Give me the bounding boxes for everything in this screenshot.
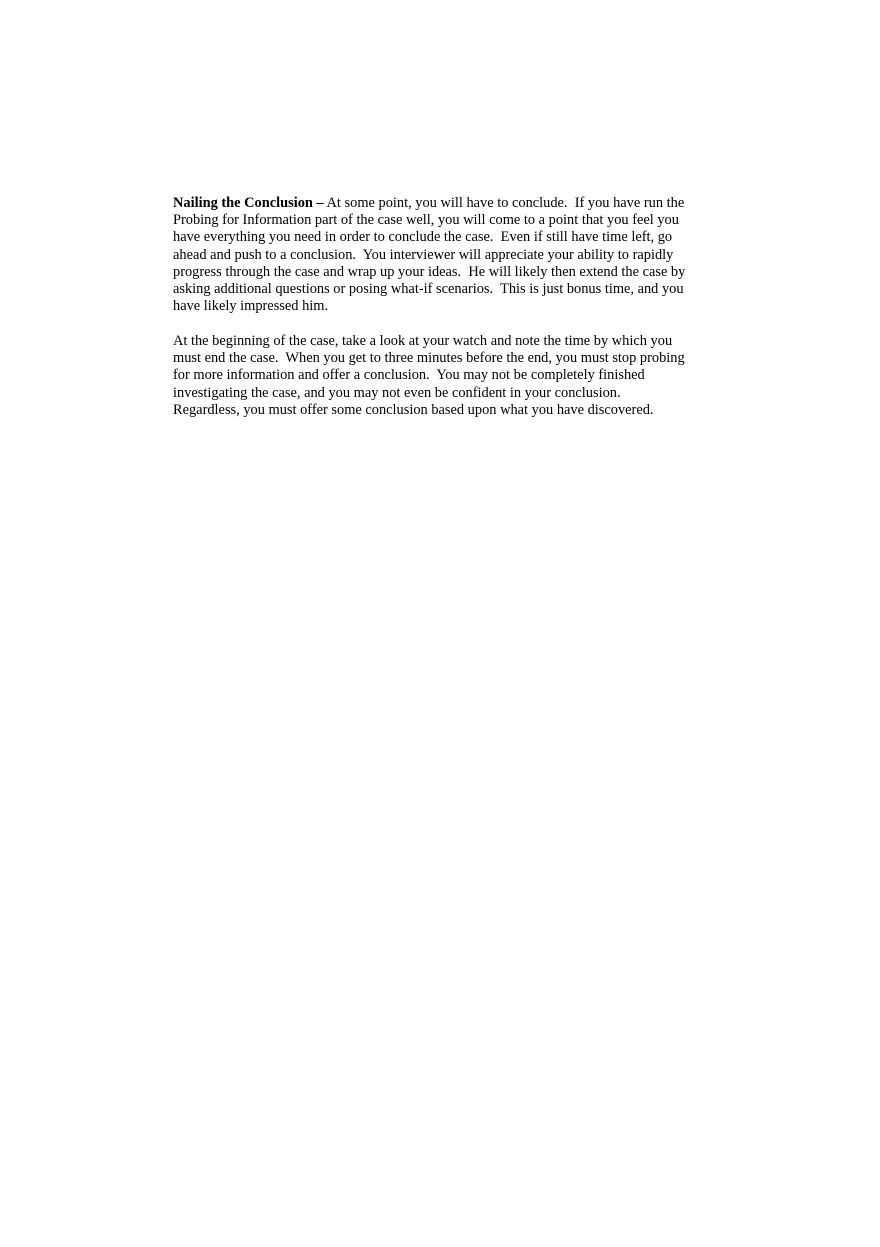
paragraph-line (173, 195, 713, 212)
paragraph-nailing-the-conclusion (173, 195, 713, 315)
paragraph-line: asking additional questions or posing what-if scenarios. This is just bonus time, and you (173, 281, 684, 298)
paragraph-line: for more information and offer a conclusion. You may not be completely finished (173, 367, 645, 384)
document-body (173, 195, 713, 419)
paragraph-line: have everything you need in order to conclude the case. Even if still have time left, go (173, 229, 673, 246)
paragraph-line: ahead and push to a conclusion. You interviewer will appreciate your ability to rapidly (173, 246, 674, 263)
paragraph-line: investigating the case, and you may not even be confident in your conclusion. (173, 384, 621, 401)
paragraph-line: At the beginning of the case, take a look at your watch and note the time by which you (173, 332, 673, 349)
paragraph-timing (173, 333, 713, 419)
paragraph-spacer (173, 315, 713, 333)
paragraph-line: have likely impressed him. (173, 298, 329, 315)
section-heading: Nailing the Conclusion – (173, 195, 324, 211)
paragraph-line: must end the case. When you get to three minutes before the end, you must stop probing (173, 350, 685, 367)
line-text: At some point, you will have to conclude. If you have run the (323, 195, 685, 211)
paragraph-line: Regardless, you must offer some conclusion based upon what you have discovered. (173, 401, 654, 418)
paragraph-line: progress through the case and wrap up your ideas. He will likely then extend the case by (173, 263, 686, 280)
paragraph-line: Probing for Information part of the case well, you will come to a point that you feel you (173, 212, 679, 229)
